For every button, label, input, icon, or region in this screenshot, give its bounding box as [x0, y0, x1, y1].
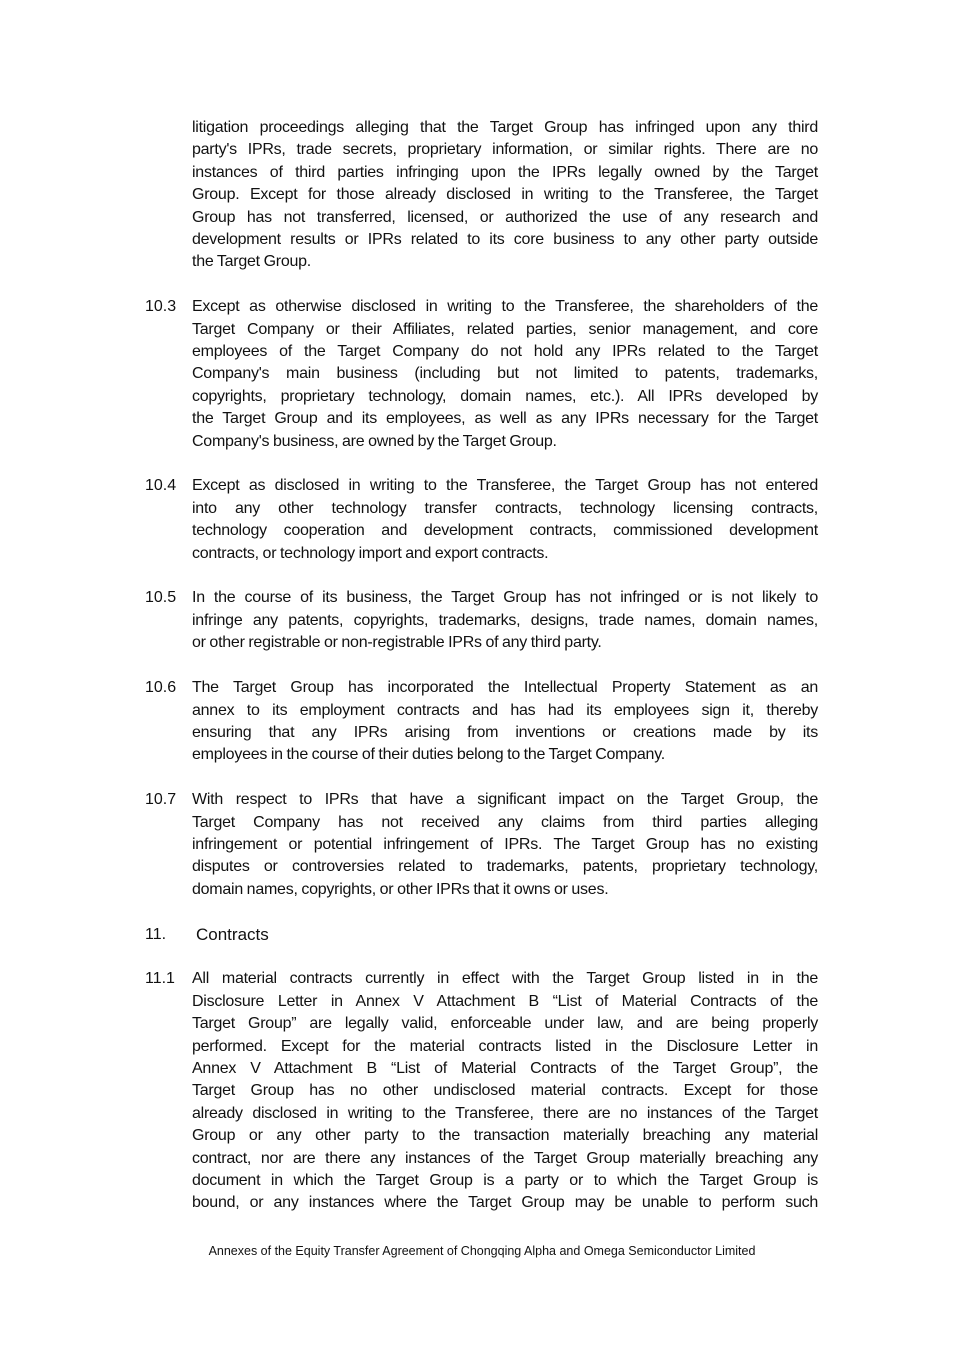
clause-10-6: [145, 677, 820, 767]
clause-text: [192, 475, 818, 565]
text-line: instances of third parties infringing upon the IPRs legally owned by the Target: [192, 163, 818, 181]
text-line: into any other technology transfer contracts, technology licensing contracts,: [192, 499, 818, 517]
clause-number: 10.4: [145, 477, 177, 495]
text-line: copyrights, proprietary technology, domain names, etc.). All IPRs developed by: [192, 387, 818, 405]
text-line: employees in the course of their duties belong to the Target Company.: [192, 746, 665, 764]
text-line: With respect to IPRs that have a significant impact on the Target Group, the: [192, 791, 818, 809]
text-line: or other registrable or non-registrable IPRs of any third party.: [192, 634, 602, 652]
text-line: the Target Group.: [192, 253, 311, 271]
text-line: development results or IPRs related to its core business to any other party outside: [192, 231, 818, 249]
text-line: Company's main business (including but not limited to patents, trademarks,: [192, 365, 818, 383]
text-line: Target Group” are legally valid, enforceable under law, and are being properly: [192, 1015, 818, 1033]
text-line: annex to its employment contracts and has had its employees sign it, thereby: [192, 701, 818, 719]
text-line: Group has not transferred, licensed, or authorized the use of any research and: [192, 208, 818, 226]
text-line: party's IPRs, trade secrets, proprietary information, or similar rights. There are no: [192, 141, 818, 159]
text-line: the Target Group and its employees, as well as any IPRs necessary for the Target: [192, 410, 818, 428]
section-number: 11.: [145, 925, 167, 943]
clause-text: [192, 296, 818, 453]
text-line: In the course of its business, the Target Group has not infringed or is not likely to: [192, 589, 818, 607]
text-line: contracts, or technology import and export contracts.: [192, 544, 549, 562]
clause-number: 10.3: [145, 298, 177, 316]
text-line: disputes or controversies related to trademarks, patents, proprietary technology,: [192, 858, 818, 876]
clause-text: [192, 968, 818, 1214]
text-line: Except as otherwise disclosed in writing to the Transferee, the shareholders of the: [192, 298, 818, 316]
text-line: contract, nor are there any instances of the Target Group materially breaching any: [192, 1149, 818, 1167]
clause-10-4: [145, 475, 820, 565]
text-line: Disclosure Letter in Annex V Attachment B “List of Material Contracts of the: [192, 992, 818, 1010]
clause-10-7: [145, 789, 820, 901]
text-line: technology cooperation and development contracts, commissioned development: [192, 522, 818, 540]
text-line: already disclosed in writing to the Transferee, there are no instances of the Target: [192, 1104, 818, 1122]
text-line: domain names, copyrights, or other IPRs that it owns or uses.: [192, 880, 609, 898]
clause-number: 11.1: [145, 970, 175, 988]
text-line: Group or any other party to the transaction materially breaching any material: [192, 1127, 818, 1145]
clause-number: [145, 117, 192, 274]
section-title: Contracts: [196, 924, 269, 944]
text-line: All material contracts currently in effect with the Target Group listed in in the: [192, 970, 818, 988]
text-line: Target Group has no other undisclosed material contracts. Except for those: [192, 1082, 818, 1100]
clause-number: 10.5: [145, 589, 177, 607]
section-heading-contracts: [145, 924, 820, 946]
page-footer: Annexes of the Equity Transfer Agreement of Chongqing Alpha and Omega Semiconductor Limited: [208, 1244, 756, 1258]
text-line: Target Company has not received any claims from third parties alleging: [192, 813, 818, 831]
clause-continuation: [145, 117, 820, 274]
text-line: The Target Group has incorporated the Intellectual Property Statement as an: [192, 679, 818, 697]
text-line: litigation proceedings alleging that the Target Group has infringed upon any third: [192, 119, 818, 136]
text-line: employees of the Target Company do not hold any IPRs related to the Target: [192, 343, 818, 361]
clause-text: [192, 117, 818, 274]
text-line: Company's business, are owned by the Target Group.: [192, 432, 557, 450]
clause-text: [192, 587, 818, 654]
text-line: ensuring that any IPRs arising from inventions or creations made by its: [192, 723, 818, 741]
clause-text: [192, 789, 818, 901]
text-line: Except as disclosed in writing to the Transferee, the Target Group has not entered: [192, 477, 818, 495]
text-line: infringement or potential infringement of IPRs. The Target Group has no existing: [192, 835, 818, 853]
text-line: document in which the Target Group is a party or to which the Target Group is: [192, 1171, 818, 1189]
clause-number: 10.6: [145, 679, 177, 697]
clause-11-1: [145, 968, 820, 1214]
clause-number: 10.7: [145, 791, 177, 809]
clause-text: [192, 677, 818, 767]
text-line: infringe any patents, copyrights, trademarks, designs, trade names, domain names,: [192, 611, 818, 629]
text-line: performed. Except for the material contracts listed in the Disclosure Letter in: [192, 1037, 818, 1055]
document-body: [145, 117, 820, 1237]
text-line: bound, or any instances where the Target Group may be unable to perform such: [192, 1194, 818, 1212]
clause-10-3: [145, 296, 820, 453]
text-line: Annex V Attachment B “List of Material Contracts of the Target Group”, the: [192, 1059, 818, 1077]
text-line: Group. Except for those already disclosed in writing to the Transferee, the Target: [192, 186, 818, 204]
clause-10-5: [145, 587, 820, 654]
text-line: Target Company or their Affiliates, related parties, senior management, and core: [192, 320, 818, 338]
